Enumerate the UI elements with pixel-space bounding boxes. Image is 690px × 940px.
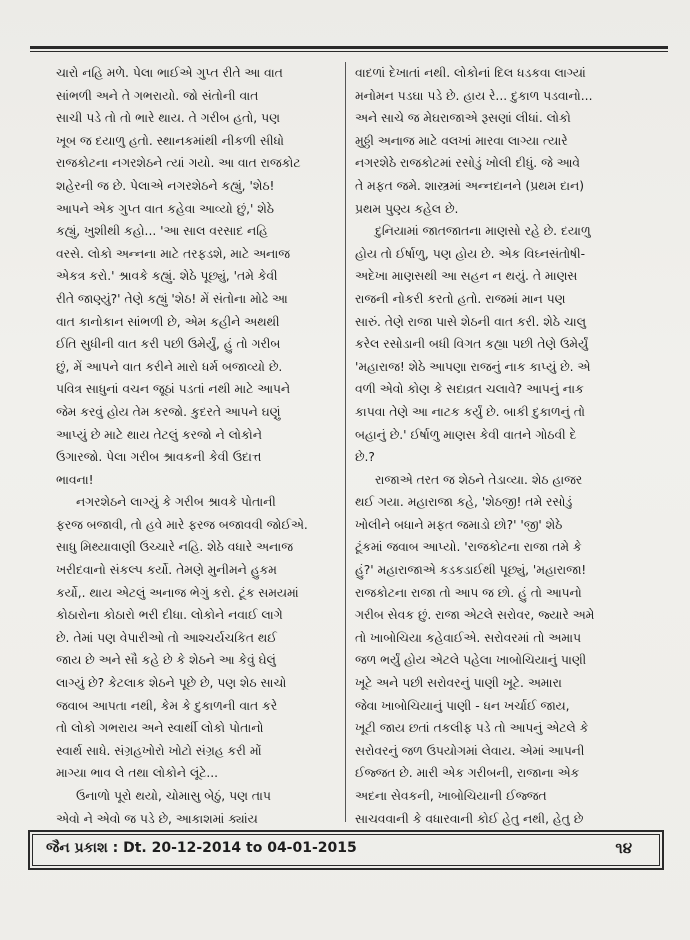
- text-line: થઈ ગયા. મહારાજા કહે, 'શેઠજી! તમે રસોડું: [355, 495, 573, 510]
- text-line: સાધુ મિથ્યાવાણી ઉચ્ચારે નહિ. શેઠે વધારે અનાજ: [56, 540, 293, 555]
- text-line: જળ ભર્યું હોય એટલે પહેલા ખાબોચિયાનું પાણી: [355, 653, 587, 668]
- text-line: કર્યો,. થાય એટલું અનાજ ભેગું કરો. ટૂંક સમયમાં: [56, 585, 299, 600]
- text-line: ફરજ બજાવી, તો હવે મારે ફરજ બજાવવી જોઈએ.: [56, 517, 308, 532]
- text-line: 'મહારાજ! શેઠે આપણા રાજનું નાક કાપ્યું છે. એ: [355, 359, 591, 374]
- text-line: પ્રથમ પુણ્ય કહેલ છે.: [355, 201, 459, 216]
- text-line: એવો ને એવો જ પડે છે, આકાશમાં ક્યાંય: [56, 811, 258, 826]
- text-line: ખરીદવાનો સંકલ્પ કર્યો. તેમણે મુનીમને હુકમ: [56, 563, 277, 578]
- text-line: આપ્યું છે માટે થાય તેટલું કરજો ને લોકોને: [56, 427, 262, 442]
- text-line: સ્વાર્થ સાધે. સંગ્રહખોરો ખોટો સંગ્રહ કરી મોં: [56, 743, 262, 758]
- text-line: સાચવવાની કે વધારવાની કોઈ હેતુ નથી, હેતુ છે: [355, 811, 584, 826]
- top-rule: [30, 46, 668, 49]
- text-line: ઈતિ સુધીની વાત કરી પછી ઉમેર્યું, હું તો ગરીબ: [56, 337, 281, 352]
- text-line: અદના સેવકની, ખાબોચિયાની ઈજ્જત: [355, 789, 547, 803]
- text-line: કહ્યું, ખુશીથી કહો... 'આ સાલ વરસાદ નહિ: [56, 224, 268, 239]
- text-line: ચારો નહિ મળે. પેલા ભાઈએ ગુપ્ત રીતે આ વાત: [56, 66, 283, 80]
- text-line: સરોવરનું જળ ઉપયોગમાં લેવાય. એમાં આપની: [355, 743, 585, 758]
- text-line: મુઠ્ઠી અનાજ માટે વલખાં મારવા લાગ્યા ત્યારે: [355, 133, 568, 148]
- text-line: રીતે જાણ્યું?' તેણે કહ્યું 'શેઠ! મેં સંતોના મોઢે આ: [56, 291, 288, 306]
- text-line: સારું. તેણે રાજા પાસે શેઠની વાત કરી. શેઠે ચાલુ: [355, 314, 586, 329]
- text-line: વાત કાનોકાન સાંભળી છે, એમ કહીને અથથી: [56, 314, 280, 329]
- text-line: રાજાએ તરત જ શેઠને તેડાવ્યા. શેઠ હાજર: [375, 472, 583, 487]
- text-line: જાય છે અને સૌ કહે છે કે શેઠને આ કેવું ઘેલું: [56, 653, 276, 668]
- text-line: ભાવના!: [56, 472, 94, 487]
- text-line: એકત્ર કરો.' શ્રાવકે કહ્યું. શેઠે પૂછ્યું, 'તમે કેવી: [56, 269, 278, 284]
- text-line: માગ્યા ભાવ લે તથા લોકોને લૂંટે...: [56, 766, 219, 781]
- text-line: તે મફત જમે. શાસ્ત્રમાં અન્નદાનને (પ્રથમ દાન): [355, 178, 584, 193]
- text-line: રાજકોટના રાજા તો આપ જ છો. હું તો આપનો: [355, 585, 582, 600]
- text-line: ઉનાળો પૂરો થયો, ચોમાસુ બેઠું, પણ તાપ: [76, 789, 271, 803]
- text-line: શહેરની જ છે. પેલાએ નગરશેઠને કહ્યું, 'શેઠ!: [56, 178, 275, 193]
- text-line: કોઠારોના કોઠારો ભરી દીધા. લોકોને નવાઈ લાગે: [56, 608, 283, 623]
- text-line: ટૂંકમાં જવાબ આપ્યો. 'રાજકોટના રાજા તમે કે: [355, 540, 582, 555]
- text-line: સાંભળી અને તે ગભરાયો. જો સંતોની વાત: [56, 88, 259, 103]
- text-line: અને સાચે જ મેઘરાજાએ રૂસણાં લીધાં. લોકો: [355, 111, 571, 126]
- text-line: જવાબ આપતા નથી, કેમ કે દુકાળની વાત કરે: [56, 698, 278, 713]
- text-line: વાદળાં દેખાતાં નથી. લોકોનાં દિલ ધડકવા લાગ્યાં: [355, 66, 586, 80]
- text-line: હું?' મહારાજાએ કડકડાઈથી પૂછ્યું, 'મહારાજા!: [355, 563, 587, 578]
- text-line: નગરશેઠને લાગ્યું કે ગરીબ શ્રાવકે પોતાની: [76, 495, 276, 510]
- text-line: હોય તો ઈર્ષાળુ, પણ હોય છે. એક વિઘ્નસંતોષી-: [355, 246, 586, 261]
- text-line: કરેલ રસોડાની બધી વિગત કહ્યા પછી તેણે ઉમેર્યું: [355, 337, 589, 352]
- top-rule-thin: [30, 51, 668, 52]
- text-line: ખોલીને બધાને મફત જમાડો છો?' 'જી' શેઠે: [355, 517, 563, 532]
- page-number: ૧૪: [615, 839, 632, 857]
- text-line: વરસે. લોકો અન્નના માટે તરફડશે, માટે અનાજ: [56, 246, 290, 261]
- text-line: નગરશેઠે રાજકોટમાં રસોડું ખોલી દીધું. જે આવે: [355, 156, 580, 171]
- text-line: જેમ કરવું હોય તેમ કરજો. કુદરતે આપને ઘણું: [56, 404, 281, 419]
- text-line: રાજકોટના નગરશેઠને ત્યાં ગયો. આ વાત રાજકોટ: [56, 156, 301, 171]
- text-line: ઉગારજો. પેલા ગરીબ શ્રાવકની કેવી ઉદાત્ત: [56, 450, 262, 465]
- text-line: ખૂટે અને પછી સરોવરનું પાણી ખૂટે. અમારા: [355, 676, 562, 691]
- text-line: ખૂબ જ દયાળુ હતો. સ્થાનકમાંથી નીકળી સીધો: [56, 133, 284, 148]
- page-footer: [28, 830, 664, 870]
- text-line: દુનિયામાં જાતજાતના માણસો રહે છે. દયાળુ: [375, 224, 591, 239]
- text-line: જેવા ખાબોચિયાનું પાણી - ધન ખર્ચાઈ જાય,: [355, 698, 570, 713]
- text-line: રાજની નોકરી કરતો હતો. રાજમાં માન પણ: [355, 291, 566, 306]
- text-line: અદેખા માણસથી આ સહન ન થયું. તે માણસ: [355, 269, 578, 284]
- text-line: વળી એવો કોણ કે સદાવ્રત ચલાવે? આપનું નાક: [355, 382, 584, 397]
- publication-info: જૈન પ્રકાશ : Dt. 20-12-2014 to 04-01-2015: [46, 840, 357, 856]
- text-line: તો ખાબોચિયા કહેવાઈએ. સરોવરમાં તો અમાપ: [355, 630, 581, 645]
- text-line: ખૂટી જાય છતાં તકલીફ પડે તો આપનું એટલે કે: [355, 721, 589, 736]
- text-line: ઈજ્જત છે. મારી એક ગરીબની, રાજાના એક: [355, 766, 580, 781]
- left-column: [56, 62, 334, 830]
- column-divider: [345, 62, 346, 822]
- text-line: સાચી પડે તો તો ભારે થાય. તે ગરીબ હતો, પણ: [56, 111, 280, 126]
- text-line: છે. તેમાં પણ વેપારીઓ તો આશ્ચર્યચકિત થઈ: [56, 630, 277, 645]
- text-line: મનોમન પડઘા પડે છે. હાય રે... દુકાળ પડવાનો...: [355, 88, 593, 103]
- text-line: છે.?: [355, 450, 375, 465]
- right-column: [355, 62, 647, 830]
- text-line: ગરીબ સેવક છું. રાજા એટલે સરોવર, જ્યારે અમે: [355, 608, 595, 623]
- text-line: તો લોકો ગભરાય અને સ્વાર્થી લોકો પોતાનો: [56, 721, 264, 736]
- text-line: લાગ્યું છે? કેટલાક શેઠને પૂછે છે, પણ શેઠ સાચો: [56, 676, 287, 691]
- text-line: કાપવા તેણે આ નાટક કર્યું છે. બાકી દુકાળનું તો: [355, 404, 585, 419]
- text-line: છું, મેં આપને વાત કરીને મારો ધર્મ બજાવ્યો છે.: [56, 359, 283, 374]
- text-line: બહાનું છે.' ઈર્ષાળુ માણસ કેવી વાતને ગોઠવી દે: [355, 427, 577, 442]
- text-line: આપને એક ગુપ્ત વાત કહેવા આવ્યો છું,' શેઠે: [56, 201, 274, 216]
- text-line: પવિત્ર સાધુનાં વચન જૂઠાં પડતાં નથી માટે આપને: [56, 382, 290, 397]
